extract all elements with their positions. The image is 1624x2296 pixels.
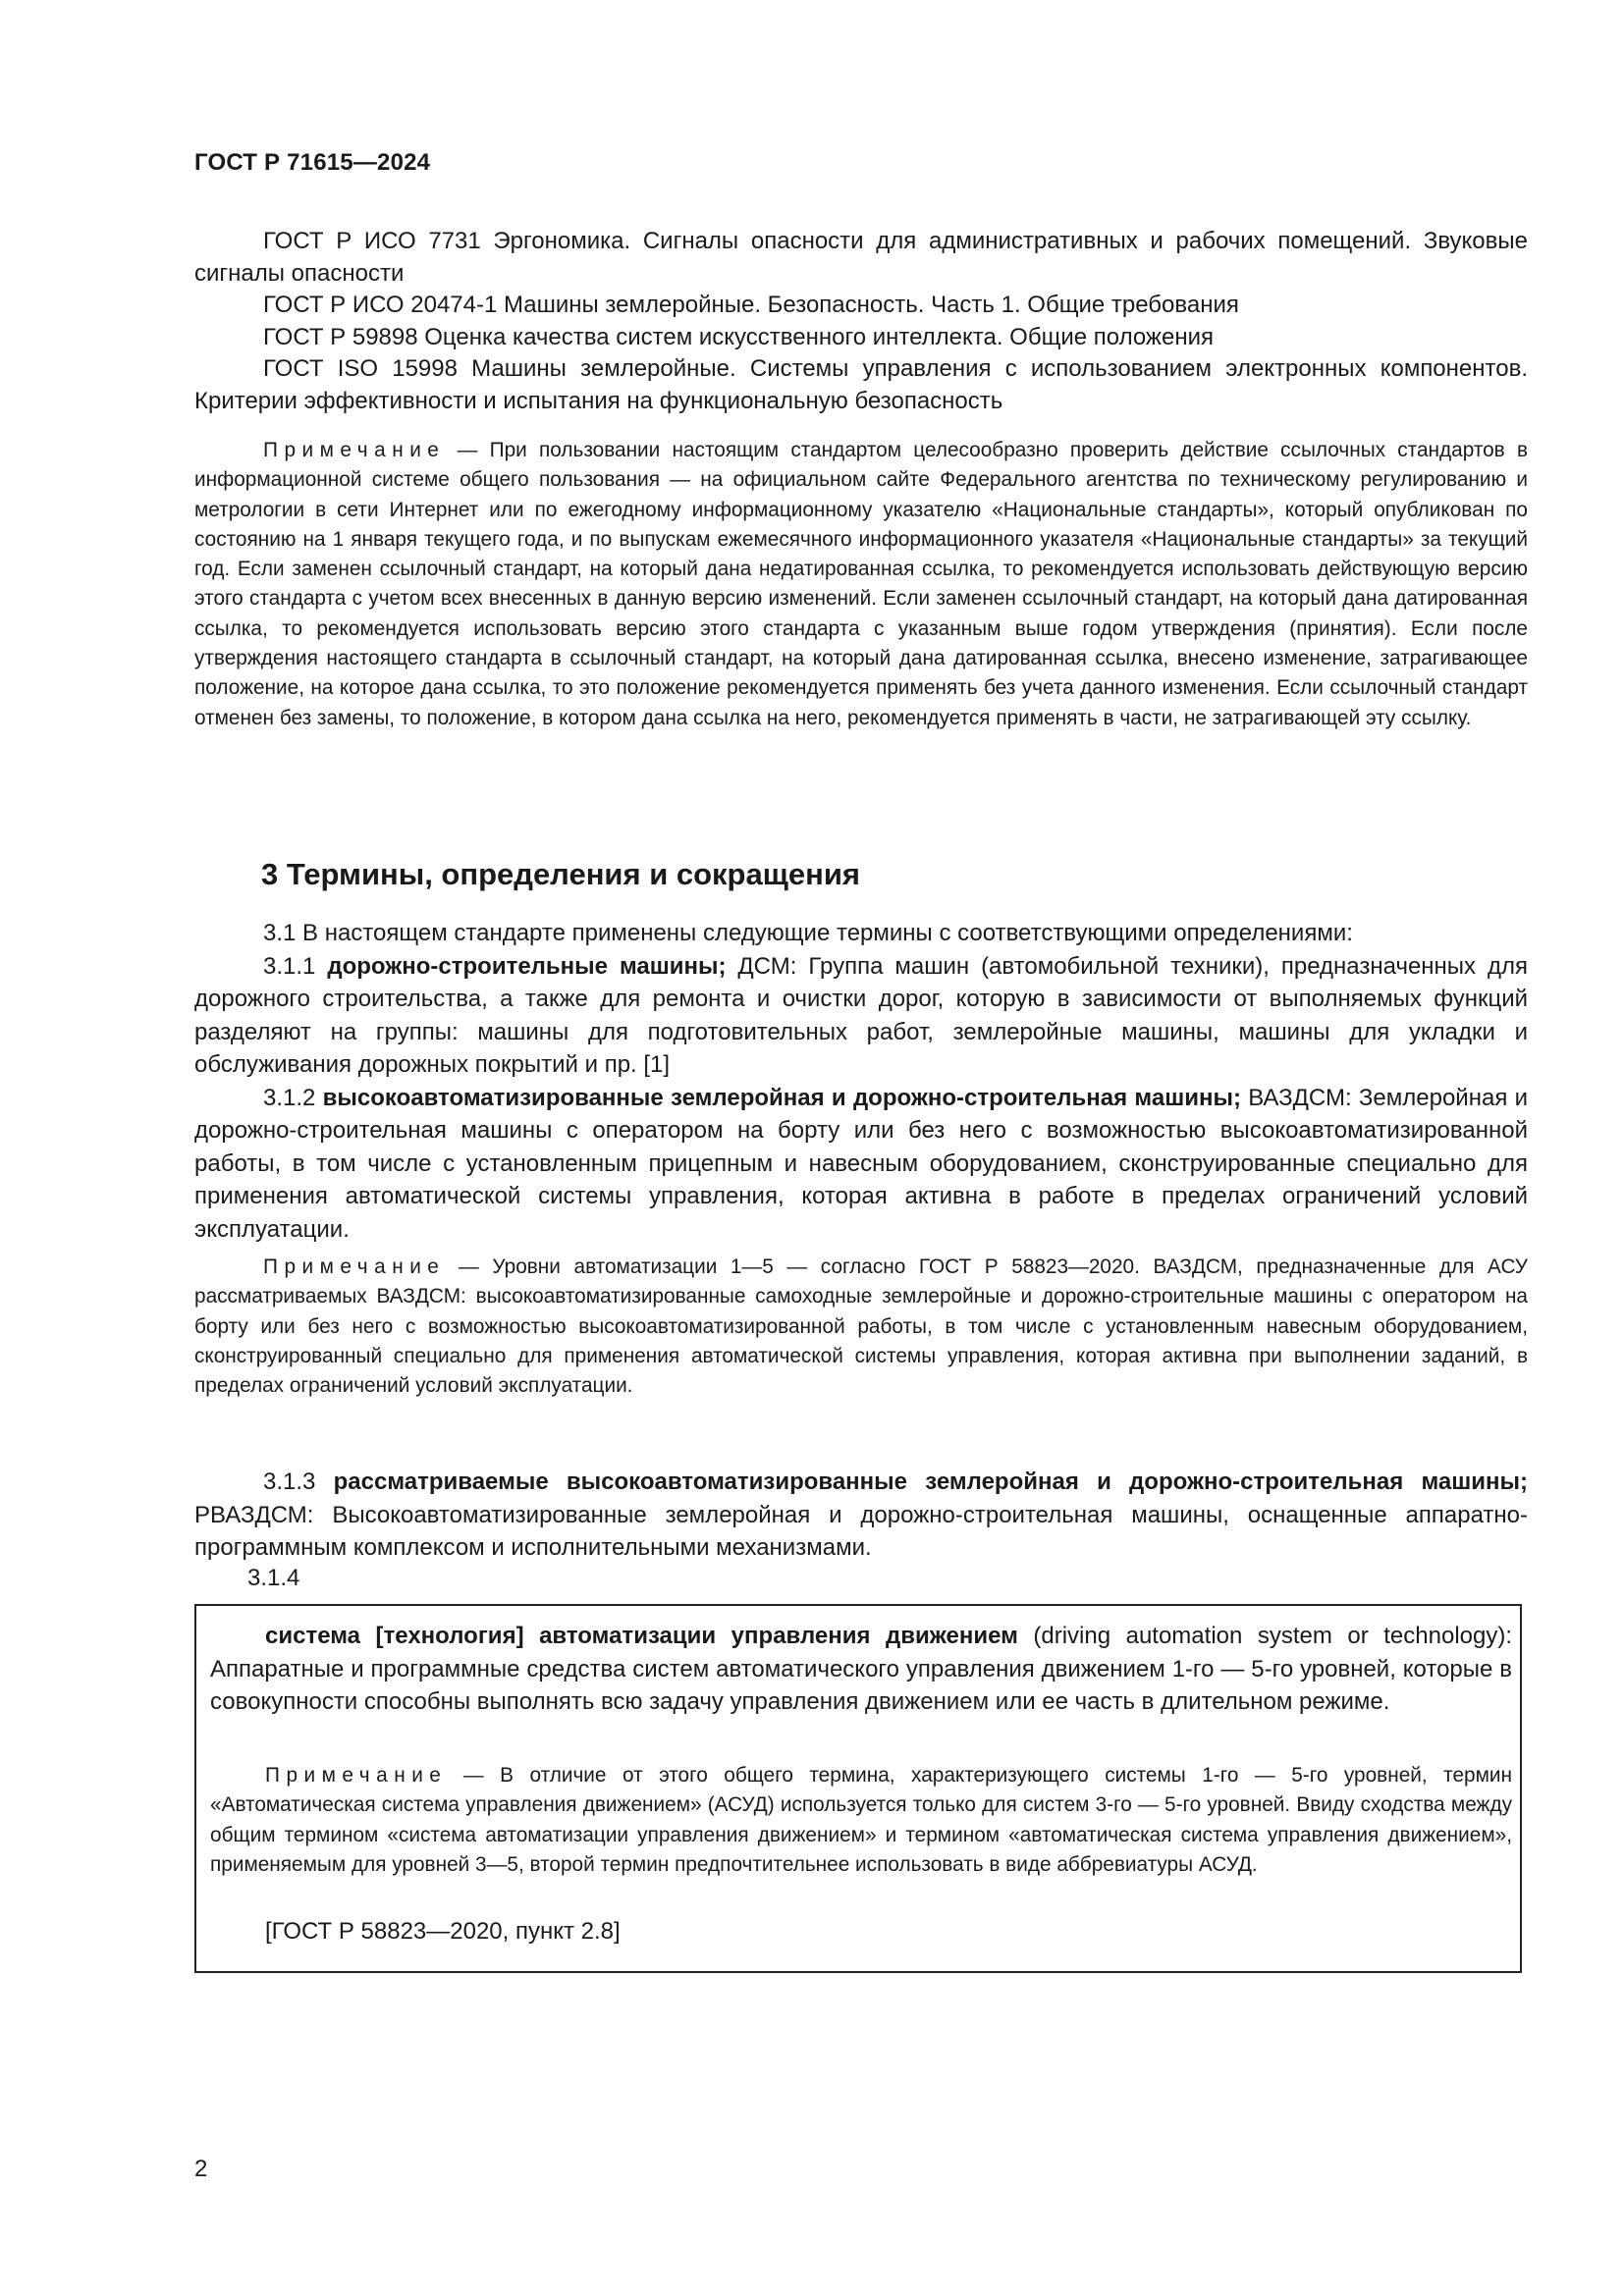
note-normative-references [194, 436, 1528, 733]
normative-references-list [194, 226, 1528, 417]
note-automation-levels [194, 1253, 1528, 1401]
cited-term-note [210, 1761, 1512, 1880]
clause-3-1-1 [194, 950, 1528, 1082]
section-body-continued [194, 1466, 1528, 1565]
note-label: Примечание [263, 1255, 446, 1278]
term-definition: РВАЗДСМ: Высокоавтоматизированные землеройная и дорожно-строительная машины, оснащенные аппаратно-программным комплексом и исполнительными механизмами. [194, 1501, 1528, 1561]
term-definition: ДСМ: Группа машин (автомобильной техники), предназначенных для дорожного строительства, а также для ремонта и очистки дорог, которую в зависимости от выполняемых функций разделяют на группы: машины для подготовительных работ, землеройные машины, машины для укладки и обслуживания дорожных покрытий и пр. [1] [194, 952, 1529, 1078]
cited-term-box [194, 1604, 1522, 1973]
reference-item: ГОСТ ISO 15998 Машины землеройные. Системы управления с использованием электронных компонентов. Критерии эффективности и испытания на функциональную безопасность [194, 355, 1528, 414]
page-number: 2 [194, 2156, 208, 2182]
clause-3-1-2 [194, 1082, 1528, 1247]
clause-3-1-4-number: 3.1.4 [247, 1565, 300, 1591]
clause-3-1-3 [194, 1466, 1528, 1565]
term-name: дорожно-строительные машины; [327, 952, 727, 980]
term-name: рассматриваемые высокоавтоматизированные землеройная и дорожно-строительная машины; [333, 1468, 1528, 1495]
cited-term-definition [210, 1620, 1512, 1719]
note-text: — При пользовании настоящим стандартом целесообразно проверить действие ссылочных стандартов в информационной системе общего пользования — на официальном сайте Федерального агентства по техническому регулированию и метрологии в сети Интернет или по ежегодному информационному указателю «Национальные стандарты», который опубликован по состоянию на 1 января текущего года, и по выпускам ежемесячного информационного указателя «Национальные стандарты» за текущий год. Если заменен ссылочный стандарт, на который дана недатированная ссылка, то рекомендуется использовать действующую версию этого стандарта с учетом всех внесенных в данную версию изменений. Если заменен ссылочный стандарт, на который дана датированная ссылка, то рекомендуется использовать версию этого стандарта с указанным выше годом утверждения (принятия). Если после утверждения настоящего стандарта в ссылочный стандарт, на который дана датированная ссылка, внесено изменение, затрагивающее положение, на которое дана ссылка, то это положение рекомендуется применять без учета данного изменения. Если ссылочный стандарт отменен без замены, то положение, в котором дана ссылка на него, рекомендуется применять в части, не затрагивающей эту ссылку. [194, 439, 1528, 729]
cited-term-source: [ГОСТ Р 58823—2020, пункт 2.8] [265, 1918, 621, 1945]
note-label: Примечание [263, 439, 446, 461]
term-name: высокоавтоматизированные землеройная и дорожно-строительная машины; [322, 1084, 1241, 1111]
term-definition: (driving automation system or technology): Аппаратные и программные средства систем автоматического управления движением 1-го — 5-го уровней, которые в совокупности способны выполнять всю задачу управления движением или ее часть в длительном режиме. [210, 1623, 1513, 1715]
term-name: система [технология] автоматизации управления движением [265, 1623, 1018, 1649]
clause-number: 3.1.3 [263, 1468, 334, 1495]
reference-item: ГОСТ Р ИСО 7731 Эргономика. Сигналы опасности для административных и рабочих помещений. Звуковые сигналы опасности [194, 228, 1528, 287]
term-definition: ВАЗДСМ: Землеройная и дорожно-строительная машины с оператором на борту или без него с возможностью высокоавтоматизированной работы, в том числе с установленным прицепным и навесным оборудованием, сконструированные специально для применения автоматической системы управления, которая активна в работе в пределах ограничений условий эксплуатации. [194, 1084, 1528, 1243]
clause-number: 3.1.2 [263, 1084, 323, 1111]
clause-number: 3.1.1 [263, 952, 328, 980]
reference-item: ГОСТ Р 59898 Оценка качества систем искусственного интеллекта. Общие положения [263, 323, 1214, 350]
section-title: 3 Термины, определения и сокращения [261, 857, 860, 891]
section-body [194, 917, 1528, 1246]
note-text: — Уровни автоматизации 1—5 — согласно ГОСТ Р 58823—2020. ВАЗДСМ, предназначенные для АСУ рассматриваемых ВАЗДСМ: высокоавтоматизированные самоходные землеройные и дорожно-строительные машины с оператором на борту или без него с возможностью высокоавтоматизированной работы, в том числе с установленным навесным оборудованием, сконструированный специально для применения автоматической системы управления, которая активна при выполнении заданий, в пределах ограничений условий эксплуатации. [194, 1255, 1528, 1398]
page-header-standard-code: ГОСТ Р 71615—2024 [194, 149, 431, 176]
reference-item: ГОСТ Р ИСО 20474-1 Машины землеройные. Безопасность. Часть 1. Общие требования [263, 292, 1239, 318]
clause-3-1: 3.1 В настоящем стандарте применены следующие термины с соответствующими определениями: [263, 920, 1353, 946]
note-text: — В отличие от этого общего термина, характеризующего системы 1-го — 5-го уровней, термин «Автоматическая система управления движением» (АСУД) используется только для систем 3-го — 5-го уровней. Ввиду сходства между общим термином «система автоматизации управления движением» и термином «автоматическая система управления движением», применяемым для уровней 3—5, второй термин предпочтительнее использовать в виде аббревиатуры АСУД. [210, 1764, 1512, 1876]
note-label: Примечание [265, 1764, 448, 1787]
